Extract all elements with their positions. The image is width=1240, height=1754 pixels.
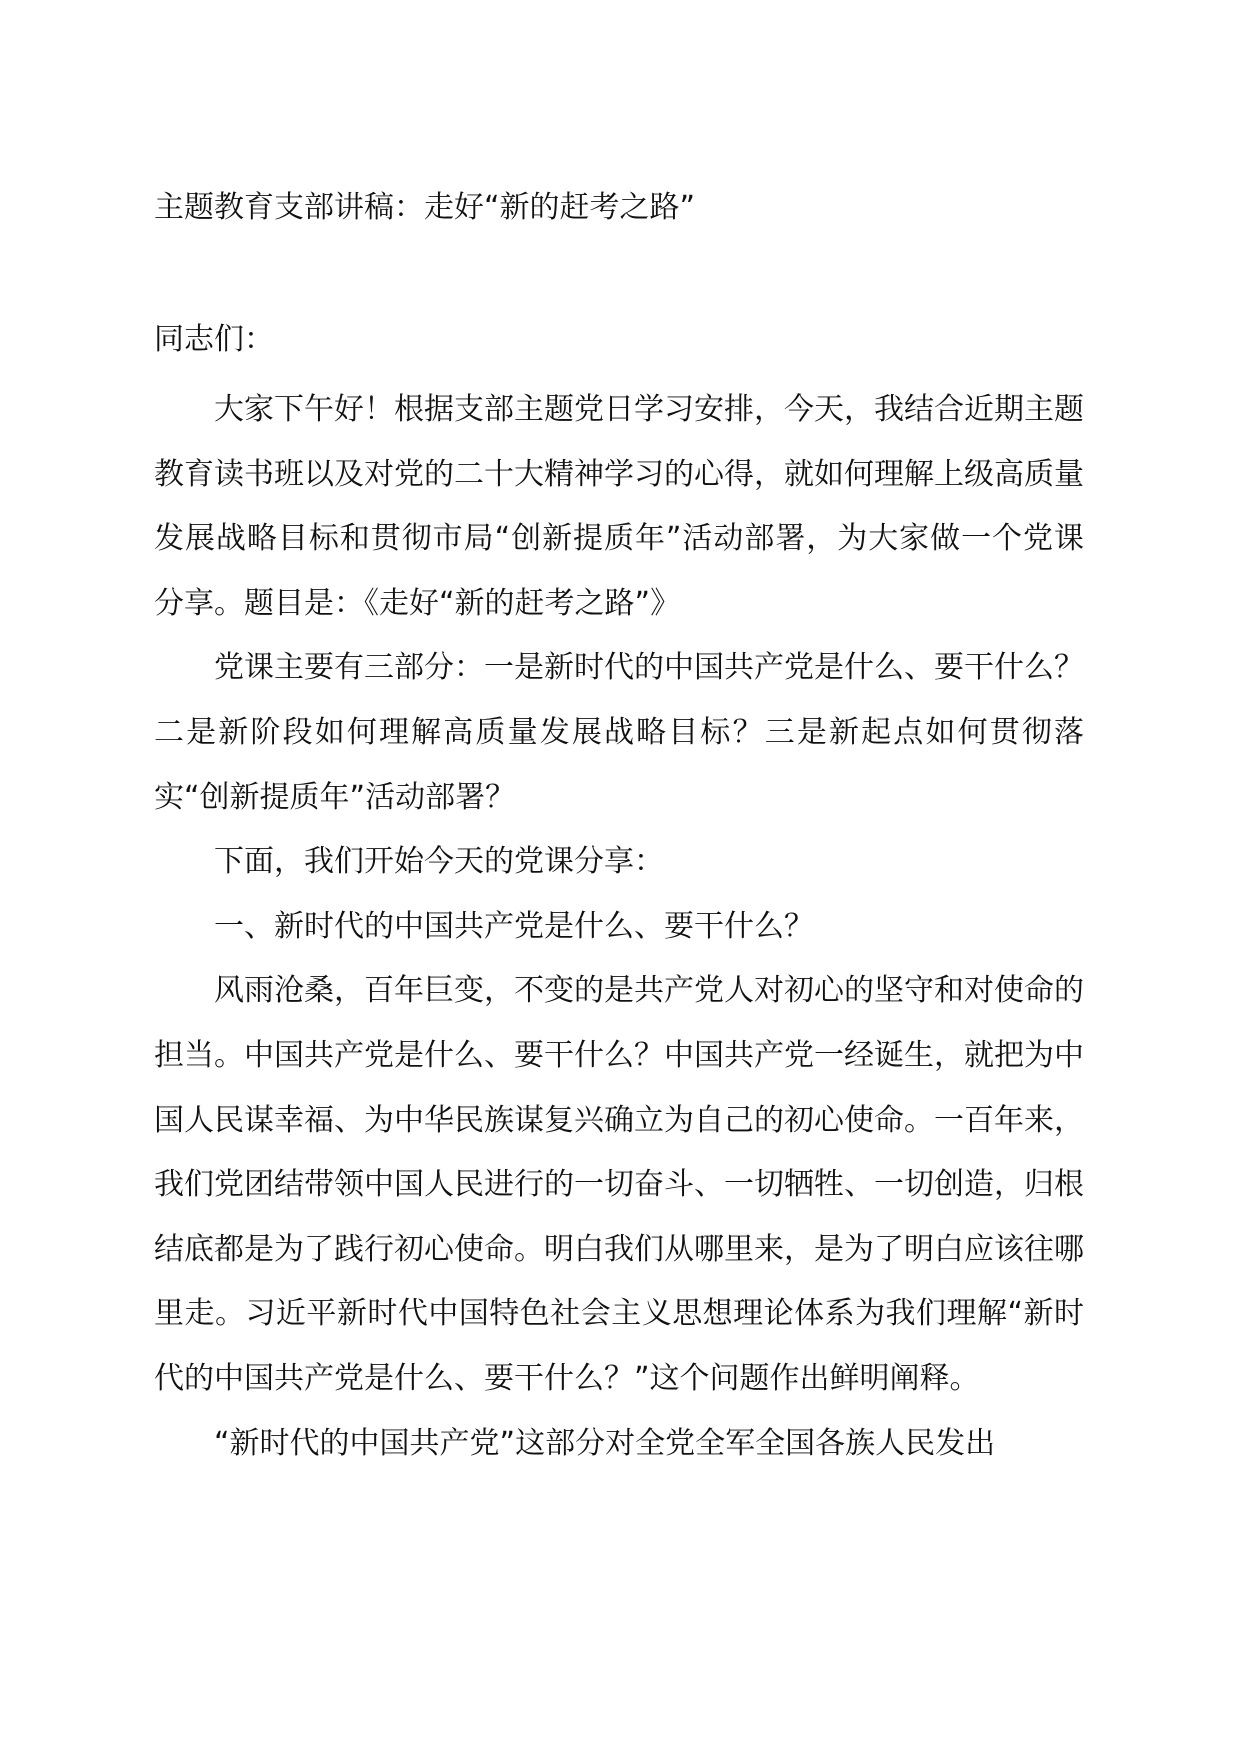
paragraph-transition: 下面，我们开始今天的党课分享：: [214, 844, 664, 880]
paragraph-continuation: “新时代的中国共产党”这部分对全党全军全国各族人民发出: [214, 1425, 996, 1461]
document-body: [154, 378, 1084, 1476]
salutation: 同志们：: [154, 322, 274, 357]
paragraph-greeting: 大家下午好！根据支部主题党日学习安排，今天，我结合近期主题教育读书班以及对党的二十大精神学习的心得，就如何理解上级高质量发展战略目标和贯彻市局“创新提质年”活动部署，为大家做一个党课分享。题目是：《走好“新的赶考之路”》: [154, 392, 1084, 621]
paragraph-section-one: 风雨沧桑，百年巨变，不变的是共产党人对初心的坚守和对使命的担当。中国共产党是什么、要干什么？中国共产党一经诞生，就把为中国人民谋幸福、为中华民族谋复兴确立为自己的初心使命。一百年来，我们党团结带领中国人民进行的一切奋斗、一切牺牲、一切创造，归根结底都是为了践行初心使命。明白我们从哪里来，是为了明白应该往哪里走。习近平新时代中国特色社会主义思想理论体系为我们理解“新时代的中国共产党是什么、要干什么？”这个问题作出鲜明阐释。: [154, 973, 1084, 1396]
paragraph-outline: 党课主要有三部分：一是新时代的中国共产党是什么、要干什么？二是新阶段如何理解高质量发展战略目标？三是新起点如何贯彻落实“创新提质年”活动部署？: [154, 650, 1084, 815]
section-heading-one: 一、新时代的中国共产党是什么、要干什么？: [214, 908, 814, 944]
document-title: 主题教育支部讲稿：走好“新的赶考之路”: [154, 190, 696, 225]
